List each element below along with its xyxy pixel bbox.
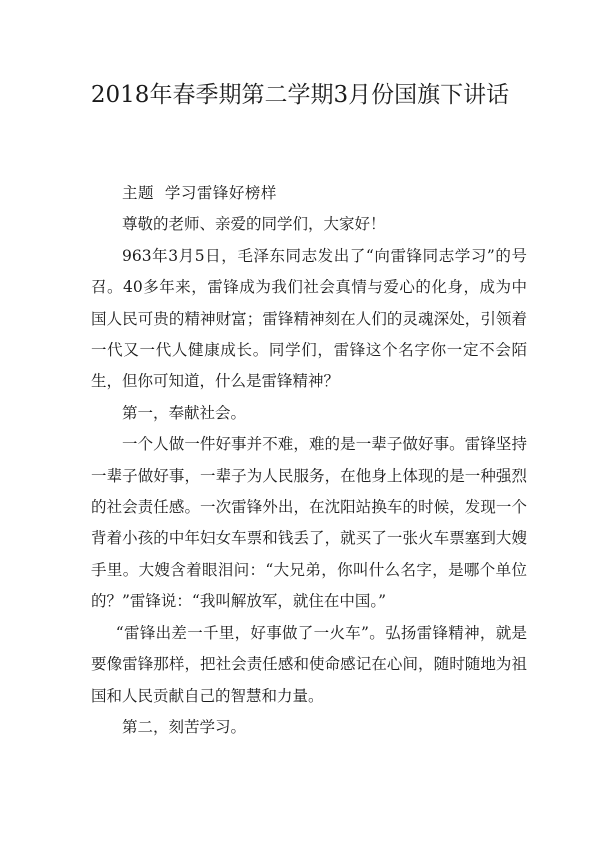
document-title: 2018年春季期第二学期3月份国旗下讲话 bbox=[90, 82, 510, 108]
greeting-paragraph: 尊敬的老师、亲爱的同学们，大家好！ bbox=[122, 215, 386, 234]
document-body bbox=[91, 178, 527, 743]
section-heading: 第一，奉献社会。 bbox=[122, 403, 247, 422]
body-paragraph: “雷锋出差一千里，好事做了一火车”。弘扬雷锋精神，就是要像雷锋那样，把社会责任感和使命感记在心间，随时随地为祖国和人民贡献自己的智慧和力量。 bbox=[91, 623, 527, 705]
body-paragraph: 963年3月5日，毛泽东同志发出了“向雷锋同志学习”的号召。40多年来，雷锋成为我们社会真情与爱心的化身，成为中国人民可贵的精神财富；雷锋精神刻在人们的灵魂深处，引领着一代又一代人健康成长。同学们，雷锋这个名字你一定不会陌生，但你可知道，什么是雷锋精神？ bbox=[91, 246, 527, 391]
section-heading: 第二，刻苦学习。 bbox=[122, 717, 247, 736]
body-paragraph: 一个人做一件好事并不难，难的是一辈子做好事。雷锋坚持一辈子做好事，一辈子为人民服务，在他身上体现的是一种强烈的社会责任感。一次雷锋外出，在沈阳站换车的时候，发现一个背着小孩的中年妇女车票和钱丢了，就买了一张火车票塞到大嫂手里。大嫂含着眼泪问：“大兄弟，你叫什么名字，是哪个单位的？”雷锋说：“我叫解放军，就住在中国。” bbox=[91, 435, 527, 611]
topic-line: 主题 学习雷锋好榜样 bbox=[122, 184, 277, 202]
